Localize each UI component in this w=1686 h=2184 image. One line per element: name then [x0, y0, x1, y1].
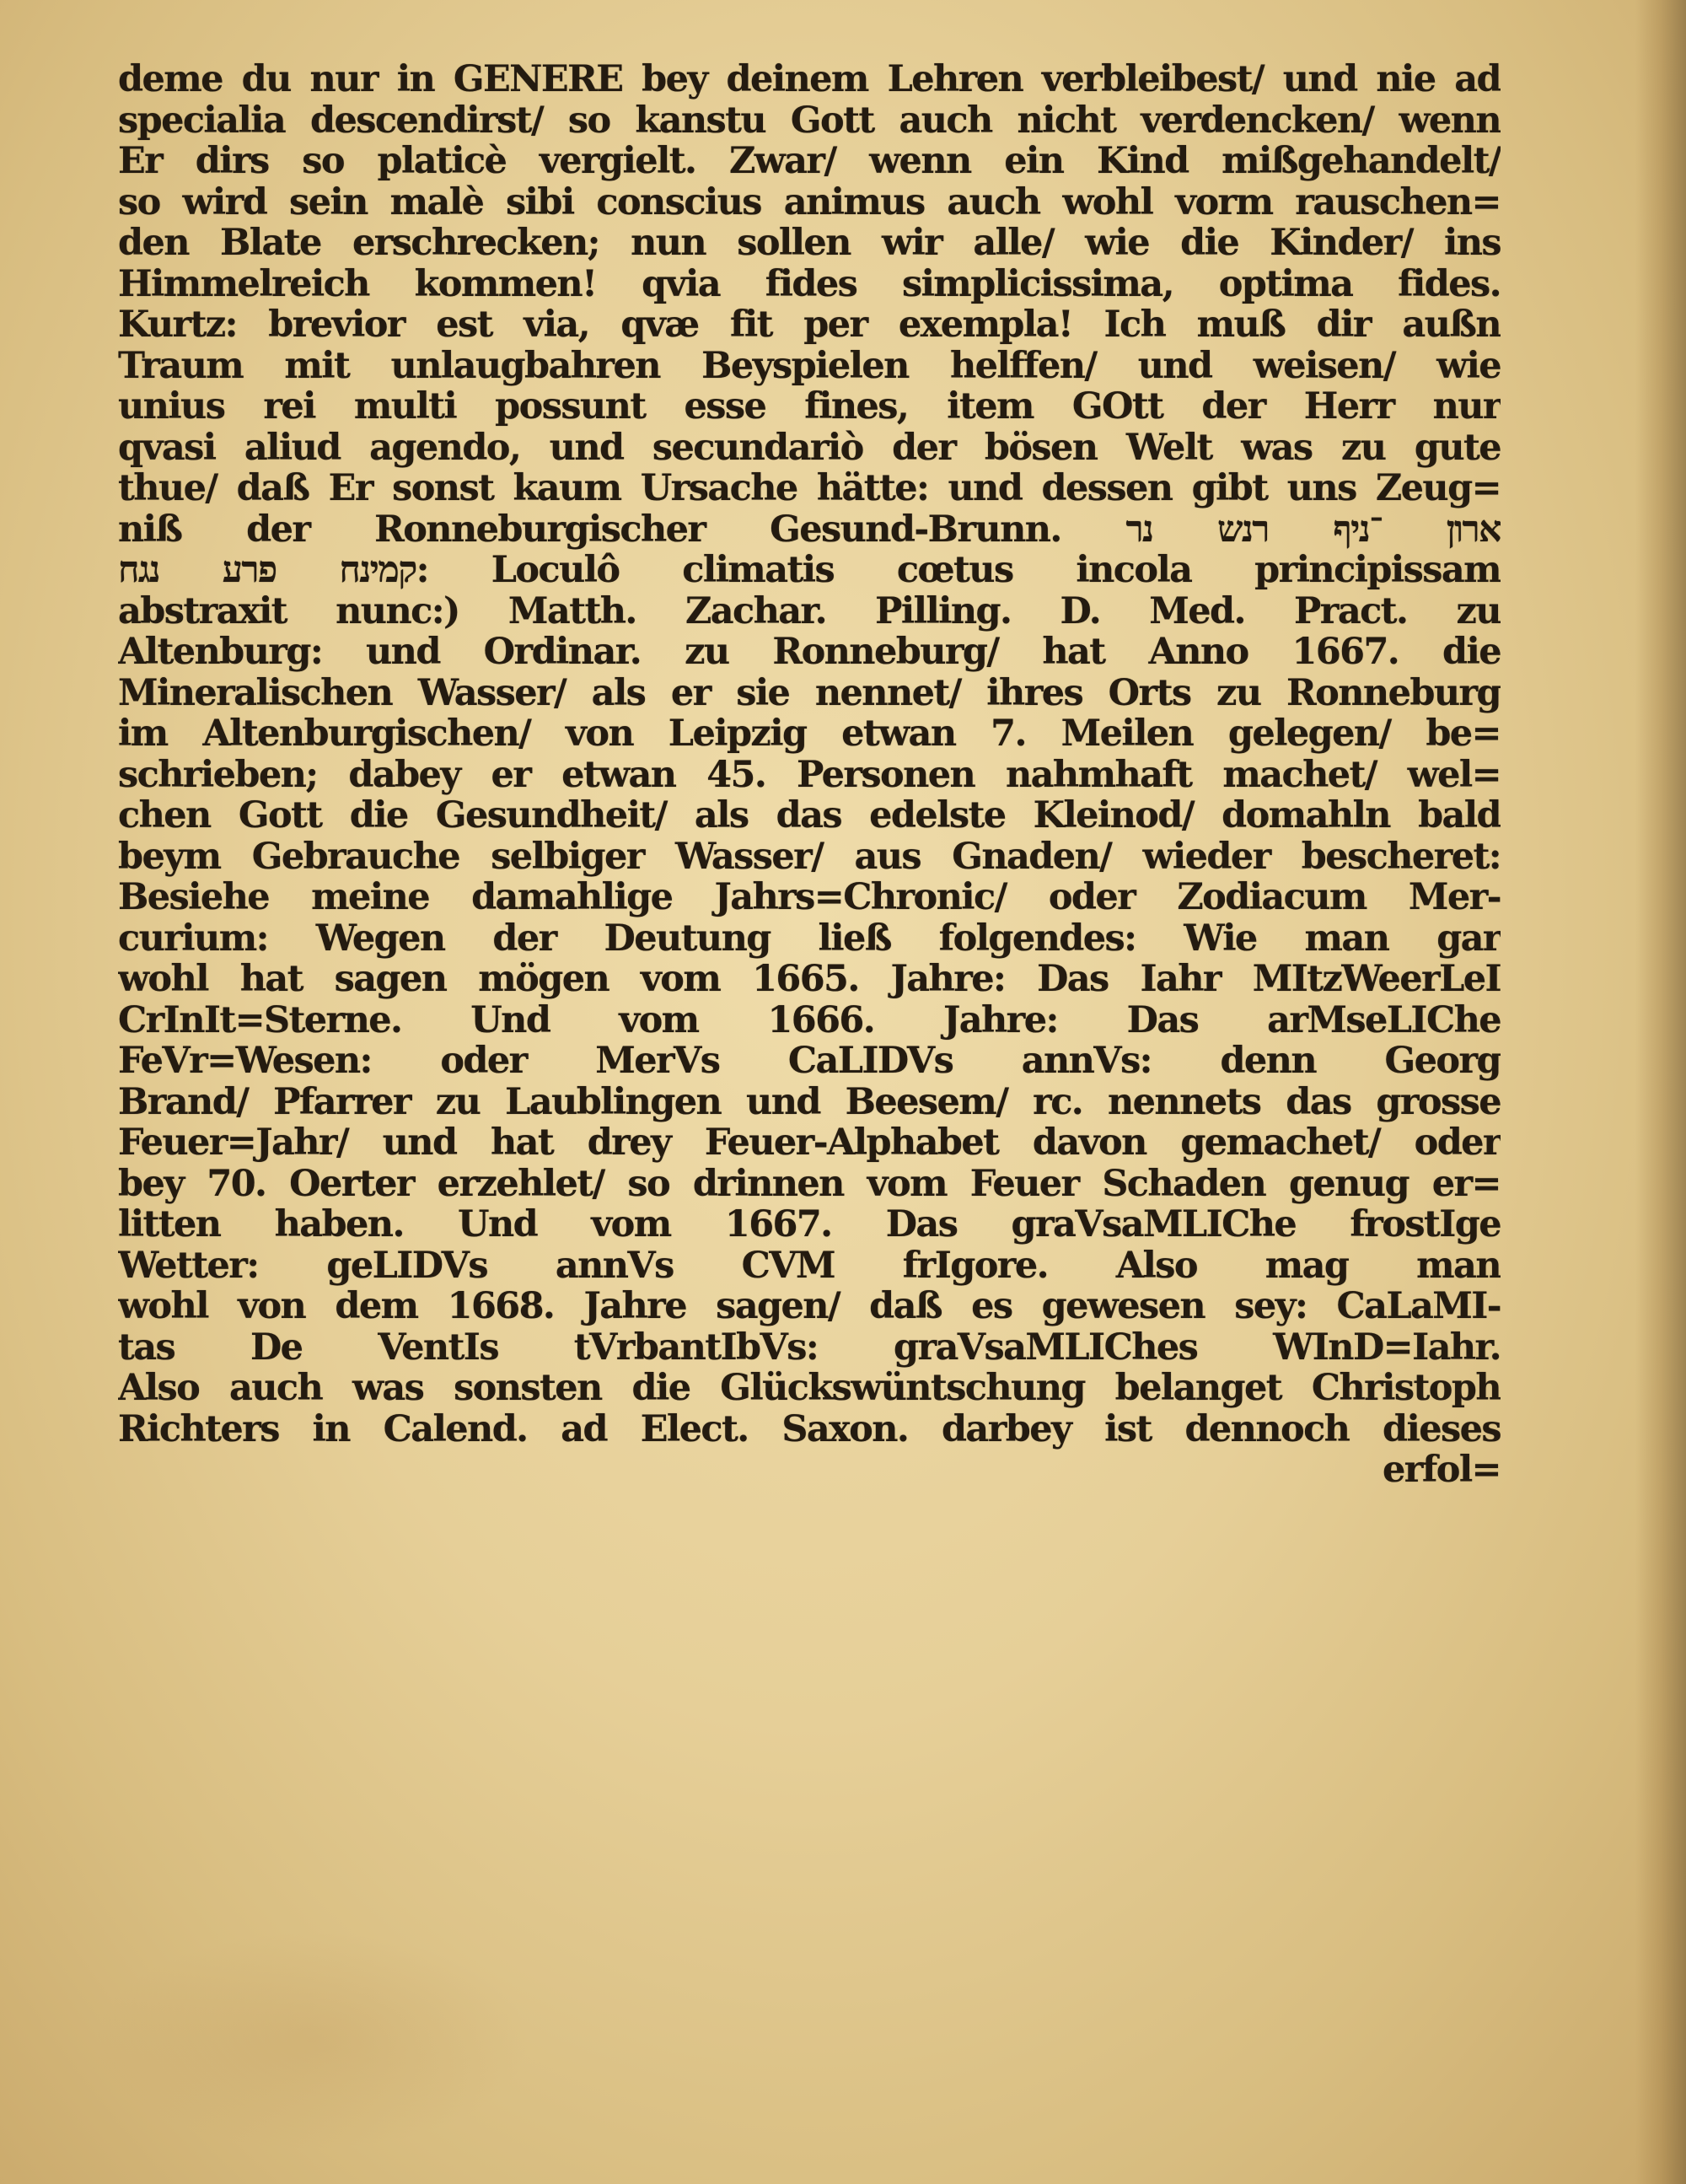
text-line: wohl von dem 1668. Jahre sagen/ daß es gewesen sey: CaLaMI-: [118, 1286, 1501, 1327]
text-line: Besiehe meine damahlige Jahrs=Chronic/ oder Zodiacum Mer-: [118, 877, 1501, 918]
text-line: Wetter: geLIDVs annVs CVM frIgore. Also mag man: [118, 1245, 1501, 1286]
paper-stain: [93, 1931, 531, 2150]
text-line: deme du nur in GENERE bey deinem Lehren verbleibest/ und nie ad: [118, 59, 1501, 100]
text-line: abstraxit nunc:) Matth. Zachar. Pilling. D. Med. Pract. zu: [118, 590, 1501, 632]
text-line: קמינח פרע נגח: Loculô climatis cœtus incola principissam: [118, 550, 1501, 591]
text-line: chen Gott die Gesundheit/ als das edelste Kleinod/ domahln bald: [118, 795, 1501, 836]
text-line: Traum mit unlaugbahren Beyspielen helffen/ und weisen/ wie: [118, 345, 1501, 386]
text-line: tas De VentIs tVrbantIbVs: graVsaMLIChes WInD=Iahr.: [118, 1326, 1501, 1368]
text-line: Mineralischen Wasser/ als er sie nennet/ ihres Orts zu Ronneburg: [118, 672, 1501, 713]
text-line: curium: Wegen der Deutung ließ folgendes: Wie man gar: [118, 917, 1501, 959]
text-line: den Blate erschrecken; nun sollen wir alle/ wie die Kinder/ ins: [118, 223, 1501, 264]
catchword: erfol=: [1383, 1450, 1501, 1491]
text-line: FeVr=Wesen: oder MerVs CaLIDVs annVs: denn Georg: [118, 1041, 1501, 1082]
text-line: Richters in Calend. ad Elect. Saxon. darbey ist dennoch dieses: [118, 1408, 1501, 1450]
text-line: thue/ daß Er sonst kaum Ursache hätte: und dessen gibt uns Zeug=: [118, 468, 1501, 509]
text-line: litten haben. Und vom 1667. Das graVsaMLIChe frostIge: [118, 1204, 1501, 1245]
text-line: Er dirs so platicè vergielt. Zwar/ wenn ein Kind mißgehandelt/: [118, 141, 1501, 182]
text-line: im Altenburgischen/ von Leipzig etwan 7. Meilen gelegen/ be=: [118, 713, 1501, 755]
text-block: [118, 59, 1501, 1491]
text-line: bey 70. Oerter erzehlet/ so drinnen vom Feuer Schaden genug er=: [118, 1163, 1501, 1204]
text-line: unius rei multi possunt esse fines, item GOtt der Herr nur: [118, 386, 1501, 428]
text-line: wohl hat sagen mögen vom 1665. Jahre: Das Iahr MItzWeerLeI: [118, 959, 1501, 1000]
text-line: CrInIt=Sterne. Und vom 1666. Jahre: Das arMseLIChe: [118, 999, 1501, 1041]
text-line: Also auch was sonsten die Glückswüntschung belanget Christoph: [118, 1368, 1501, 1409]
text-line: so wird sein malè sibi conscius animus auch wohl vorm rauschen=: [118, 181, 1501, 223]
text-line: schrieben; dabey er etwan 45. Personen nahmhaft machet/ wel=: [118, 754, 1501, 795]
text-line: niß der Ronneburgischer Gesund-Brunn. ארון ־ניף רנש נר: [118, 508, 1501, 550]
text-line: Brand/ Pfarrer zu Laublingen und Beesem/ rc. nennets das grosse: [118, 1081, 1501, 1122]
text-line: Altenburg: und Ordinar. zu Ronneburg/ hat Anno 1667. die: [118, 632, 1501, 673]
text-line: Feuer=Jahr/ und hat drey Feuer-Alphabet davon gemachet/ oder: [118, 1122, 1501, 1164]
text-line: Himmelreich kommen! qvia fides simplicissima, optima fides.: [118, 263, 1501, 304]
text-line: specialia descendirst/ so kanstu Gott auch nicht verdencken/ wenn: [118, 100, 1501, 141]
text-line: Kurtz: brevior est via, qvæ fit per exempla! Ich muß dir außn: [118, 304, 1501, 346]
text-line: qvasi aliud agendo, und secundariò der bösen Welt was zu gute: [118, 427, 1501, 468]
text-line: beym Gebrauche selbiger Wasser/ aus Gnaden/ wieder bescheret:: [118, 836, 1501, 877]
